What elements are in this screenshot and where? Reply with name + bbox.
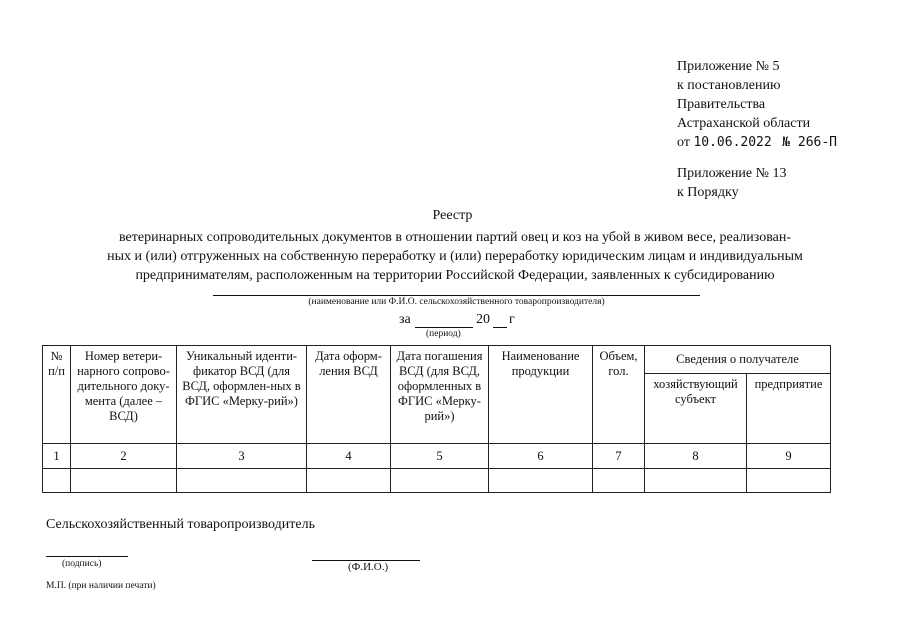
document-title: Реестр — [432, 208, 473, 223]
empty-cell — [307, 469, 391, 493]
empty-cell — [489, 469, 593, 493]
table-empty-row — [43, 469, 831, 493]
header-recipient-info: Сведения о получателе — [645, 346, 831, 374]
period-year-prefix: 20 — [476, 312, 490, 327]
description-line-1: ветеринарных сопроводительных документов в отношении партий овец и коз на убой в живом весе, реализован- — [119, 230, 791, 245]
empty-cell — [177, 469, 307, 493]
appendix-secondary — [677, 164, 787, 202]
producer-label: Сельскохозяйственный товаропроизводитель — [46, 517, 315, 532]
signature-line — [46, 556, 128, 557]
appendix2-number: Приложение № 13 — [677, 166, 787, 181]
signature-caption: (подпись) — [62, 559, 102, 569]
document-description — [60, 228, 850, 285]
column-number-cell: 4 — [307, 444, 391, 469]
appendix-resolution: к постановлению — [677, 78, 781, 93]
empty-cell — [747, 469, 831, 493]
table-number-row — [43, 444, 831, 469]
period-suffix: г — [509, 312, 515, 327]
column-number-cell: 3 — [177, 444, 307, 469]
stamp-note: М.П. (при наличии печати) — [46, 581, 156, 591]
empty-cell — [71, 469, 177, 493]
name-caption: (Ф.И.О.) — [348, 561, 389, 573]
empty-cell — [43, 469, 71, 493]
empty-cell — [645, 469, 747, 493]
producer-caption: (наименование или Ф.И.О. сельскохозяйственного товаропроизводителя) — [308, 297, 605, 307]
empty-cell — [593, 469, 645, 493]
header-number: № п/п — [43, 346, 71, 444]
column-number-cell: 1 — [43, 444, 71, 469]
period-prefix: за — [399, 312, 411, 327]
appendix2-order: к Порядку — [677, 185, 739, 200]
empty-cell — [391, 469, 489, 493]
producer-name-line — [213, 295, 700, 296]
header-issue-date: Дата оформ-ления ВСД — [307, 346, 391, 444]
appendix-date: 10.06.2022 — [693, 135, 772, 150]
header-volume: Объем, гол. — [593, 346, 645, 444]
column-number-cell: 5 — [391, 444, 489, 469]
header-redemption-date: Дата погашения ВСД (для ВСД, оформленных в ФГИС «Мерку-рий») — [391, 346, 489, 444]
column-number-cell: 7 — [593, 444, 645, 469]
appendix-date-line — [677, 133, 837, 152]
column-number-cell: 2 — [71, 444, 177, 469]
appendix-government: Правительства — [677, 97, 766, 112]
period-blank-line — [415, 327, 473, 328]
period-caption: (период) — [426, 329, 461, 339]
column-number-cell: 6 — [489, 444, 593, 469]
registry-table — [42, 345, 831, 493]
table-header-row — [43, 346, 831, 374]
description-line-3: предпринимателям, расположенным на территории Российской Федерации, заявленных к субсидированию — [135, 268, 775, 283]
header-enterprise: предприятие — [747, 374, 831, 444]
appendix-number: Приложение № 5 — [677, 59, 780, 74]
header-business-entity: хозяйствующий субъект — [645, 374, 747, 444]
column-number-cell: 9 — [747, 444, 831, 469]
period-year-blank — [493, 327, 507, 328]
appendix-region: Астраханской области — [677, 116, 811, 131]
header-vsd-number: Номер ветери-нарного сопрово-дительного доку-мента (далее – ВСД) — [71, 346, 177, 444]
description-line-2: ных и (или) отгруженных на собственную переработку и (или) переработку юридическим лицам и индивидуальным — [107, 249, 803, 264]
appendix-doc-number: № 266-П — [782, 135, 838, 150]
column-number-cell: 8 — [645, 444, 747, 469]
header-product-name: Наименование продукции — [489, 346, 593, 444]
appendix-from: от — [677, 135, 690, 150]
appendix-header — [677, 57, 837, 152]
header-vsd-uid: Уникальный иденти-фикатор ВСД (для ВСД, оформлен-ных в ФГИС «Мерку-рий») — [177, 346, 307, 444]
